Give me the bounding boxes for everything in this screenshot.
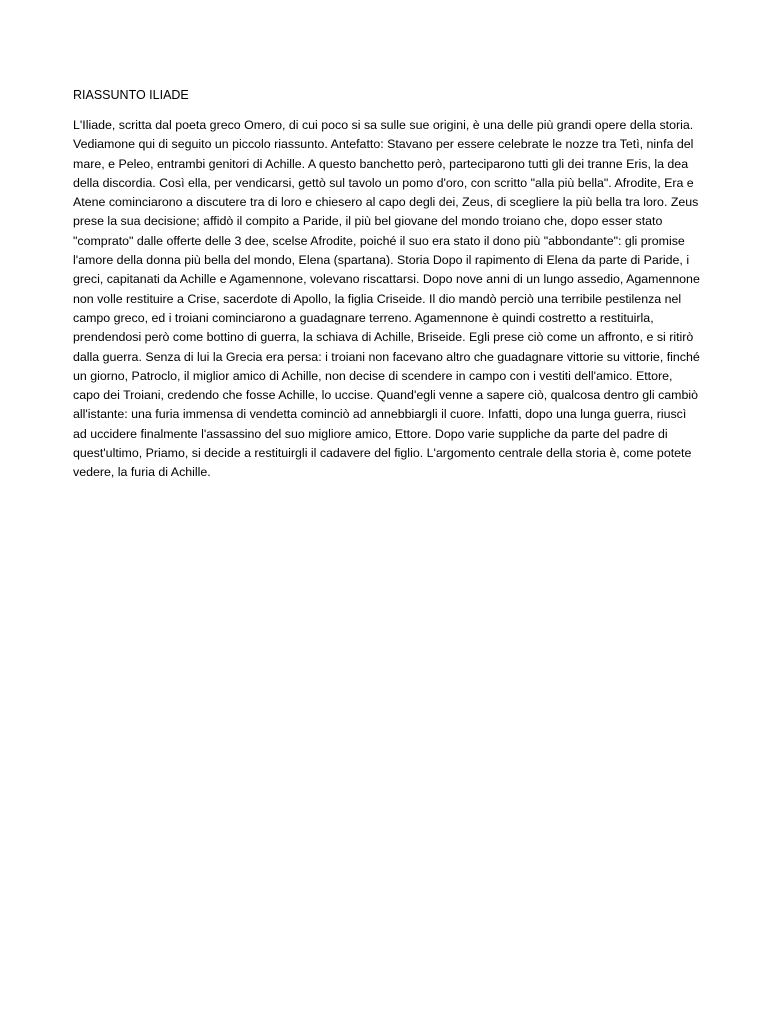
document-title: RIASSUNTO ILIADE (73, 88, 189, 102)
document-body-paragraph: L'Iliade, scritta dal poeta greco Omero, di cui poco si sa sulle sue origini, è una delle più grandi opere della storia. Vediamone qui di seguito un piccolo riassunto. Antefatto: Stavano per essere celebrate le nozze tra Tetì, ninfa del mare, e Peleo, entrambi genitori di Achille. A questo banchetto però, parteciparono tutti gli dei tranne Eris, la dea della discordia. Così ella, per vendicarsi, gettò sul tavolo un pomo d'oro, con scritto "alla più bella". Afrodite, Era e Atene cominciarono a discutere tra di loro e chiesero al capo degli dei, Zeus, di scegliere la più bella tra loro. Zeus prese la sua decisione; affidò il compito a Paride, il più bel giovane del mondo troiano che, dopo esser stato "comprato" dalle offerte delle 3 dee, scelse Afrodite, poiché il suo era stato il dono più "abbondante": gli promise l'amore della donna più bella del mondo, Elena (spartana). Storia Dopo il rapimento di Elena da parte di Paride, i greci, capitanati da Achille e Agamennone, volevano riscattarsi. Dopo nove anni di un lungo assedio, Agamennone non volle restituire a Crise, sacerdote di Apollo, la figlia Criseide. Il dio mandò perciò una terribile pestilenza nel campo greco, ed i troiani cominciarono a guadagnare terreno. Agamennone è quindi costretto a restituirla, prendendosi però come bottino di guerra, la schiava di Achille, Briseide. Egli prese ciò come un affronto, e si ritirò dalla guerra. Senza di lui la Grecia era persa: i troiani non facevano altro che guadagnare vittorie su vittorie, finché un giorno, Patroclo, il miglior amico di Achille, non decise di scendere in campo con i vestiti dell'amico. Ettore, capo dei Troiani, credendo che fosse Achille, lo uccise. Quand'egli venne a sapere ciò, qualcosa dentro gli cambiò all'istante: una furia immensa di vendetta cominciò ad annebbiargli il cuore. Infatti, dopo una lunga guerra, riuscì ad uccidere finalmente l'assassino del suo migliore amico, Ettore. Dopo varie suppliche da parte del padre di quest'ultimo, Priamo, si decide a restituirgli il cadavere del figlio. L'argomento centrale della storia è, come potete vedere, la furia di Achille. (73, 118, 700, 480)
